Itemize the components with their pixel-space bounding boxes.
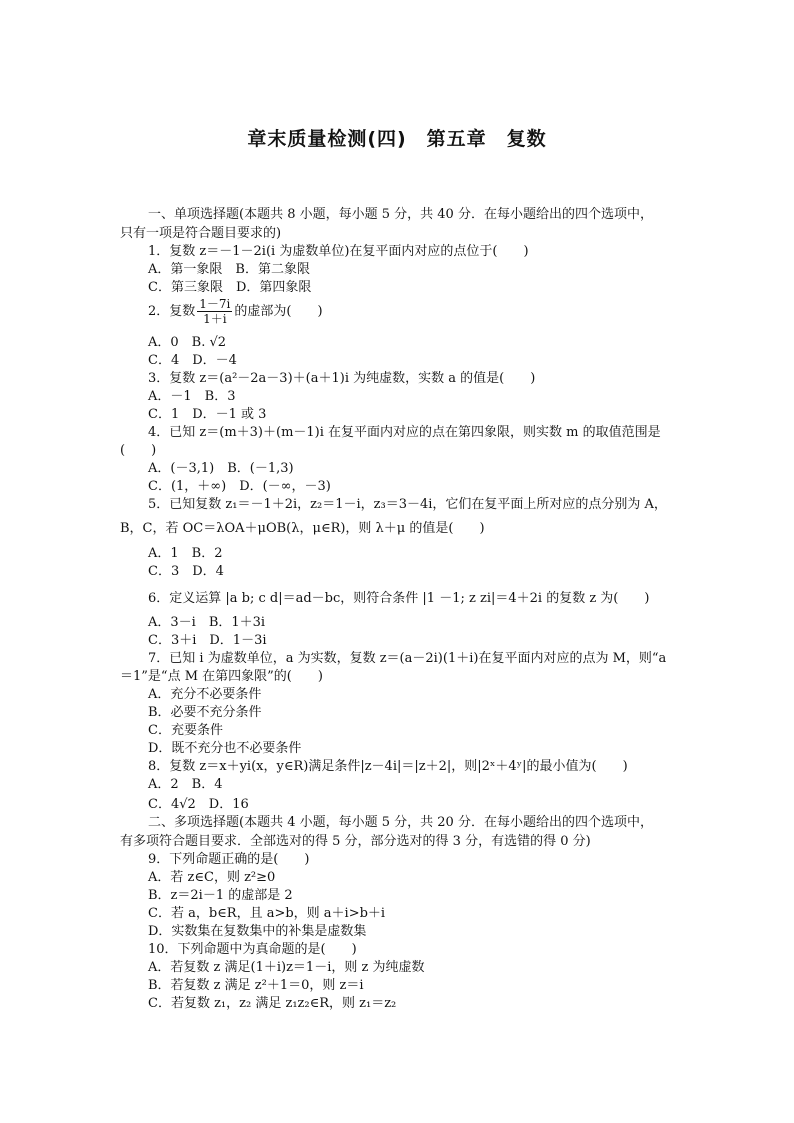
- question-7-option-d: D．既不充分也不必要条件: [148, 741, 302, 756]
- question-4-options-cd: C．(1，＋∞) D．(－∞，－3): [148, 479, 331, 494]
- question-10: 10．下列命题中为真命题的是( ): [148, 942, 357, 957]
- question-5-options-cd: C．3 D．4: [148, 564, 224, 579]
- question-2: [148, 297, 323, 326]
- question-3-options-cd: C．1 D．－1 或 3: [148, 407, 267, 422]
- question-8-options-ab: A．2 B．4: [148, 777, 223, 792]
- section2-heading-cont: 有多项符合题目要求．全部选对的得 5 分，部分选对的得 3 分，有选错的得 0 分): [120, 834, 591, 849]
- question-7-cont: ＝1”是“点 M 在第四象限”的( ): [120, 669, 323, 684]
- question-2-suffix: 的虚部为( ): [234, 304, 323, 319]
- section2-heading: 二、多项选择题(本题共 4 小题，每小题 5 分，共 20 分．在每小题给出的四个选项中，: [148, 815, 653, 830]
- question-9-option-d: D．实数集在复数集中的补集是虚数集: [148, 924, 367, 939]
- question-6: 6．定义运算 |a b; c d|＝ad－bc，则符合条件 |1 －1; z zi|＝4＋2i 的复数 z 为( ): [148, 591, 650, 606]
- question-3-options-ab: A．－1 B．3: [148, 389, 236, 404]
- question-4: 4．已知 z＝(m＋3)＋(m－1)i 在复平面内对应的点在第四象限，则实数 m 的取值范围是: [148, 425, 661, 440]
- question-4-cont: ( ): [120, 443, 157, 458]
- question-1-options-cd: C．第三象限 D．第四象限: [148, 280, 312, 295]
- question-7-option-b: B．必要不充分条件: [148, 705, 262, 720]
- question-2-prefix: 2．复数: [148, 304, 196, 319]
- question-8-options-cd: C．4√2 D．16: [148, 797, 249, 812]
- question-2-options-ab: A．0 B. √2: [148, 335, 227, 350]
- question-9: 9．下列命题正确的是( ): [148, 852, 310, 867]
- question-9-option-c: C．若 a，b∈R，且 a>b，则 a＋i>b＋i: [148, 906, 386, 921]
- question-5: 5．已知复数 z₁＝－1＋2i，z₂＝1－i，z₃＝3－4i，它们在复平面上所对应的点分别为 A，: [148, 497, 667, 512]
- question-6-options-ab: A．3－i B．1＋3i: [148, 615, 266, 630]
- question-1: 1．复数 z＝－1－2i(i 为虚数单位)在复平面内对应的点位于( ): [148, 244, 529, 259]
- section1-heading: 一、单项选择题(本题共 8 小题，每小题 5 分，共 40 分．在每小题给出的四个选项中，: [148, 207, 653, 222]
- fraction-numerator: 1－7i: [199, 297, 231, 311]
- question-10-option-b: B．若复数 z 满足 z²＋1＝0，则 z＝i: [148, 978, 364, 993]
- question-7-option-a: A．充分不必要条件: [148, 687, 262, 702]
- question-5-cont: B，C，若 OC＝λOA＋μOB(λ，μ∈R)，则 λ＋μ 的值是( ): [120, 521, 485, 536]
- question-1-options-ab: A．第一象限 B．第二象限: [148, 262, 310, 277]
- fraction-denominator: 1＋i: [203, 312, 227, 326]
- question-5-options-ab: A．1 B．2: [148, 546, 223, 561]
- question-7: 7．已知 i 为虚数单位，a 为实数，复数 z＝(a－2i)(1＋i)在复平面内对应的点为 M，则“a: [148, 651, 667, 666]
- question-6-options-cd: C．3＋i D．1－3i: [148, 633, 267, 648]
- section1-heading-cont: 只有一项是符合题目要求的): [120, 226, 282, 241]
- question-10-option-a: A．若复数 z 满足(1＋i)z＝1－i，则 z 为纯虚数: [148, 960, 425, 975]
- question-9-option-b: B．z＝2i－1 的虚部是 2: [148, 888, 293, 903]
- question-10-option-c: C．若复数 z₁，z₂ 满足 z₁z₂∈R，则 z₁＝z₂: [148, 996, 397, 1011]
- question-7-option-c: C．充要条件: [148, 723, 223, 738]
- question-4-options-ab: A．(－3,1) B．(－1,3): [148, 461, 294, 476]
- question-3: 3．复数 z＝(a²－2a－3)＋(a＋1)i 为纯虚数，实数 a 的值是( ): [148, 371, 536, 386]
- question-9-option-a: A．若 z∈C，则 z²≥0: [148, 870, 276, 885]
- page-title: 章末质量检测(四) 第五章 复数: [247, 128, 547, 150]
- question-8: 8．复数 z＝x＋yi(x，y∈R)满足条件|z－4i|＝|z＋2|，则|2ˣ＋4ʸ|的最小值为( ): [148, 759, 628, 774]
- question-2-options-cd: C．4 D．－4: [148, 353, 237, 368]
- question-2-fraction: [197, 297, 232, 326]
